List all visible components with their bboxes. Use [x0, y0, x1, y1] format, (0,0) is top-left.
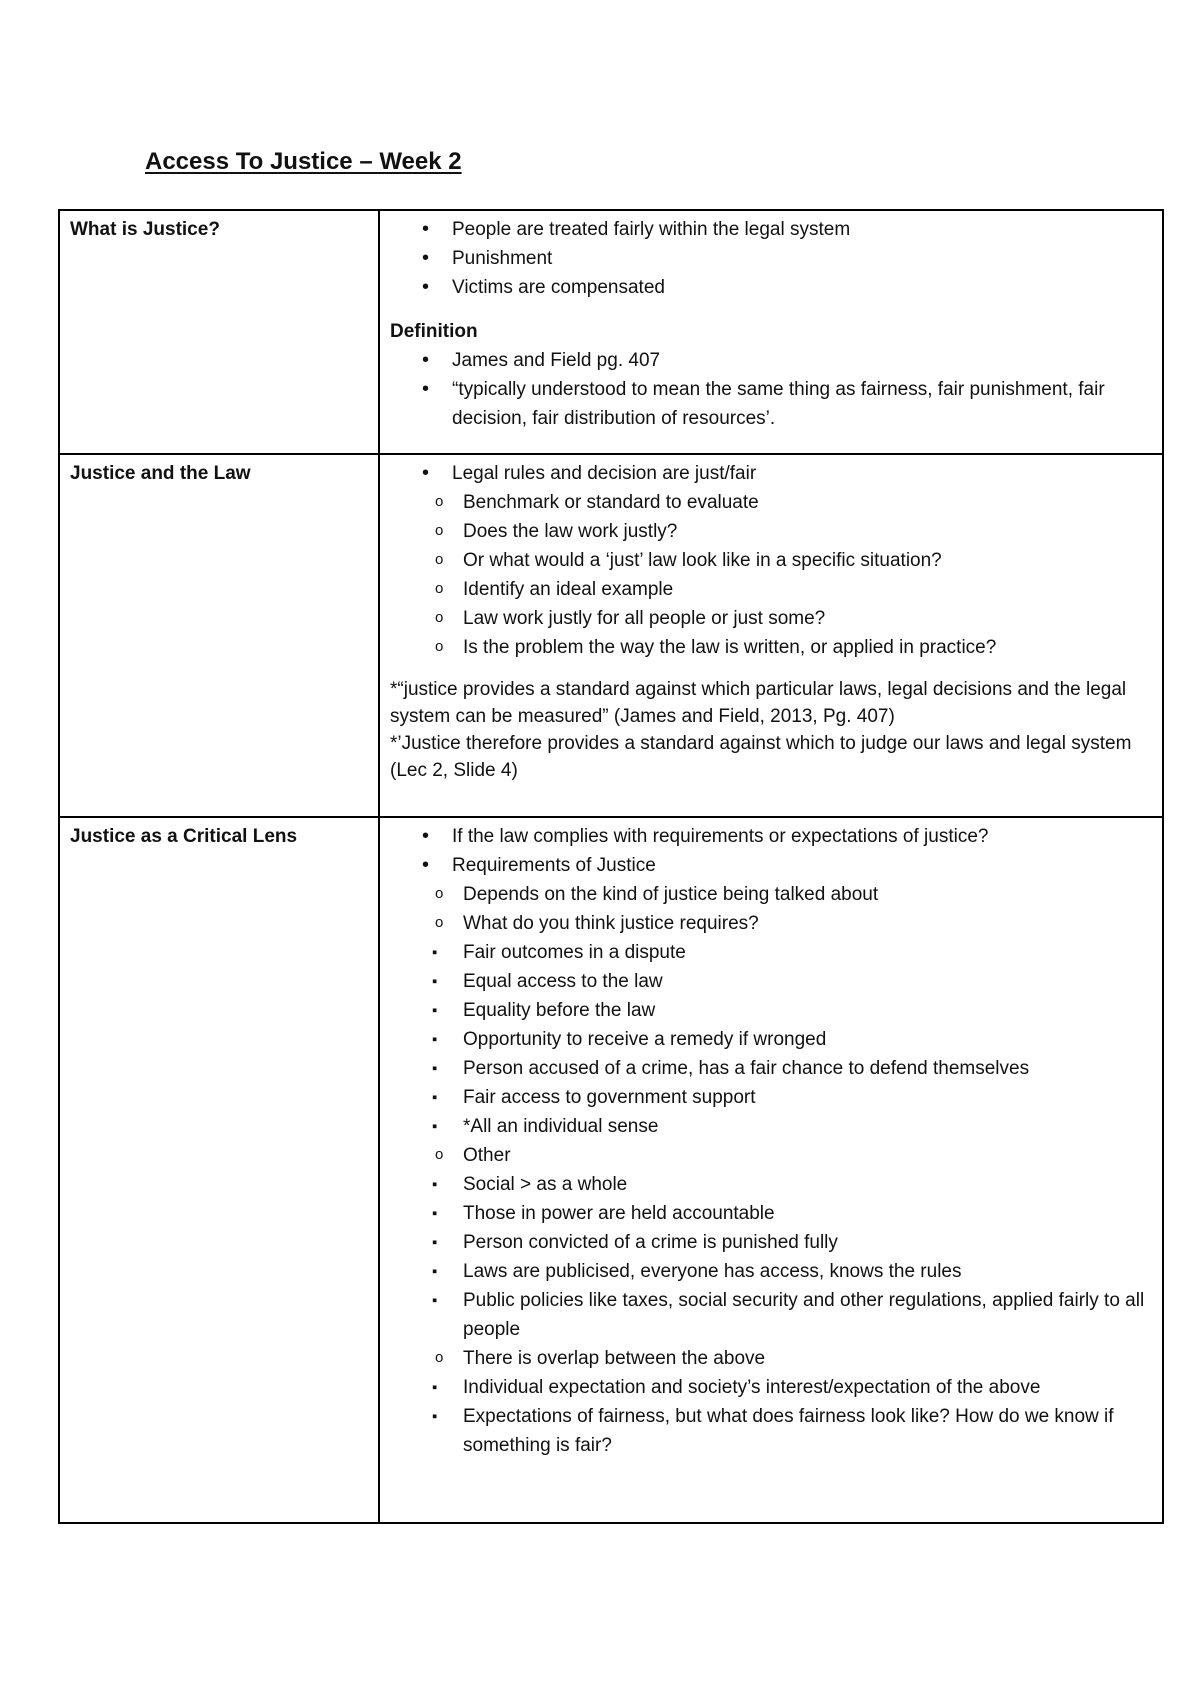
table-row [59, 454, 1163, 817]
list-item: • Victims are compensated [390, 273, 1152, 302]
quote-line: *’Justice therefore provides a standard against which to judge our laws and legal system (Lec 2, Slide 4) [390, 733, 1132, 781]
list-item: ▪ Equality before the law [390, 996, 1152, 1025]
list-item: ▪ Fair outcomes in a dispute [390, 938, 1152, 967]
list-item: ▪ Person accused of a crime, has a fair chance to defend themselves [390, 1054, 1152, 1083]
table-row [59, 210, 1163, 454]
document-title: Access To Justice – Week 2 [145, 148, 462, 175]
list-item-text: Legal rules and decision are just/fair [452, 463, 757, 484]
content-cell [379, 817, 1163, 1523]
topic-cell [59, 210, 379, 454]
notes-table [58, 209, 1164, 1524]
sub-sub-bullet-list [463, 1170, 1152, 1344]
sub-sub-bullet-list [463, 938, 1152, 1141]
content-cell [379, 210, 1163, 454]
table-row [59, 817, 1163, 1523]
topic-label: What is Justice? [70, 219, 220, 240]
topic-cell [59, 454, 379, 817]
sub-bullet-list [452, 488, 1152, 662]
definition-heading: Definition [390, 321, 478, 342]
list-item: • Punishment [390, 244, 1152, 273]
list-item [390, 459, 1152, 662]
list-item: • James and Field pg. 407 [390, 346, 1152, 375]
quote-paragraph [390, 676, 1152, 784]
list-item [390, 909, 1152, 1141]
list-item-text: What do you think justice requires? [463, 913, 759, 934]
list-item: ▪ Social > as a whole [390, 1170, 1152, 1199]
list-item: • “typically understood to mean the same thing as fairness, fair punishment, fair decision, fair distribution of resources’. [390, 375, 1152, 433]
list-item: o Depends on the kind of justice being talked about [390, 880, 1152, 909]
list-item: o Identify an ideal example [390, 575, 1152, 604]
list-item: ▪ Equal access to the law [390, 967, 1152, 996]
content-cell [379, 454, 1163, 817]
list-item: ▪ Person convicted of a crime is punished fully [390, 1228, 1152, 1257]
list-item: ▪ Expectations of fairness, but what does fairness look like? How do we know if something is fair? [390, 1402, 1152, 1460]
list-item: o Or what would a ‘just’ law look like in a specific situation? [390, 546, 1152, 575]
list-item: ▪ Public policies like taxes, social security and other regulations, applied fairly to all people [390, 1286, 1152, 1344]
bullet-list [390, 215, 1152, 302]
list-item [390, 1344, 1152, 1460]
sub-bullet-list [452, 880, 1152, 1460]
list-item: ▪ Opportunity to receive a remedy if wronged [390, 1025, 1152, 1054]
topic-label: Justice as a Critical Lens [70, 826, 298, 847]
list-item: o Is the problem the way the law is written, or applied in practice? [390, 633, 1152, 662]
topic-label: Justice and the Law [70, 463, 251, 484]
list-item: o Benchmark or standard to evaluate [390, 488, 1152, 517]
list-item [390, 1141, 1152, 1344]
list-item-text: Requirements of Justice [452, 855, 656, 876]
list-item-text: There is overlap between the above [463, 1348, 766, 1369]
list-item: ▪ Fair access to government support [390, 1083, 1152, 1112]
list-item-text: Other [463, 1145, 511, 1166]
bullet-list [390, 459, 1152, 662]
bullet-list [390, 346, 1152, 433]
list-item: o Does the law work justly? [390, 517, 1152, 546]
list-item: • If the law complies with requirements or expectations of justice? [390, 822, 1152, 851]
list-item: ▪ Individual expectation and society’s interest/expectation of the above [390, 1373, 1152, 1402]
list-item: o Law work justly for all people or just some? [390, 604, 1152, 633]
list-item: ▪ Those in power are held accountable [390, 1199, 1152, 1228]
list-item: • People are treated fairly within the legal system [390, 215, 1152, 244]
list-item [390, 851, 1152, 1460]
list-item: ▪ Laws are publicised, everyone has access, knows the rules [390, 1257, 1152, 1286]
bullet-list [390, 822, 1152, 1460]
sub-sub-bullet-list [463, 1373, 1152, 1460]
quote-line: *“justice provides a standard against which particular laws, legal decisions and the legal system can be measured” (James and Field, 2013, Pg. 407) [390, 679, 1127, 727]
list-item: ▪ *All an individual sense [390, 1112, 1152, 1141]
topic-cell [59, 817, 379, 1523]
